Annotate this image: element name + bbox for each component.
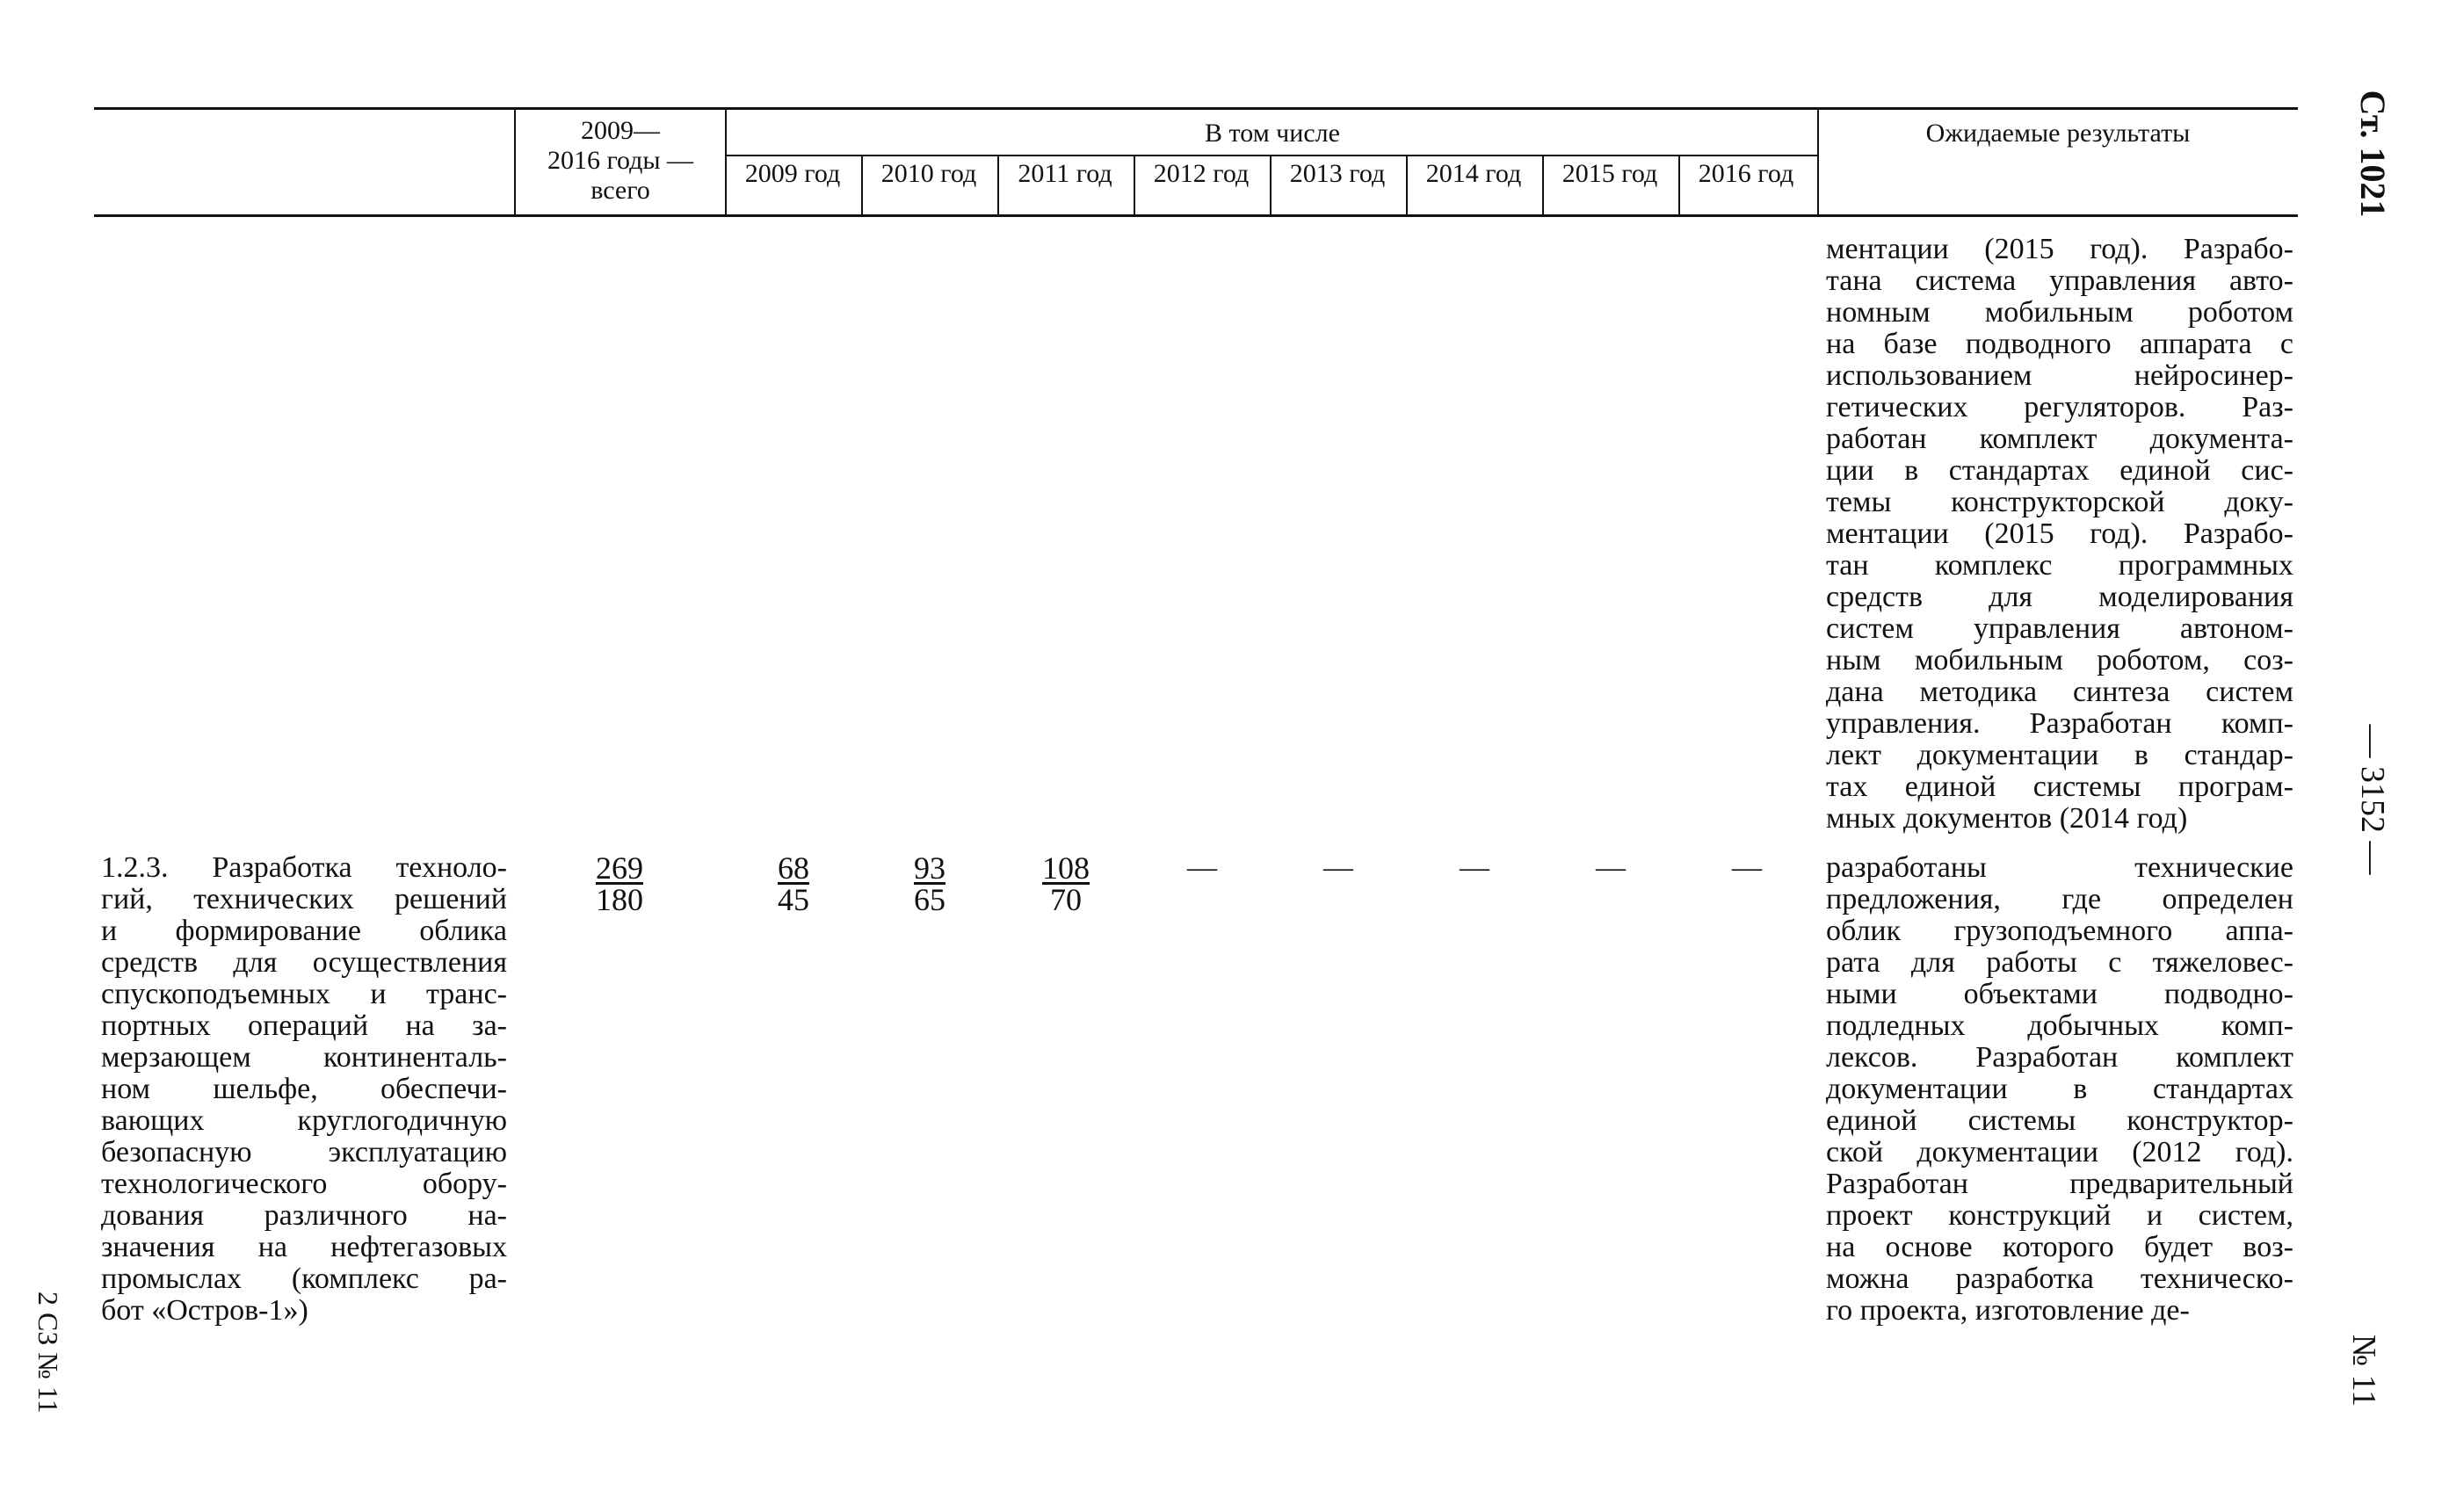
row-title-line: ном шельфе, обеспечи- — [101, 1073, 507, 1105]
row-title-line: бот «Остров-1») — [101, 1294, 308, 1327]
margin-page-number: — 3152 — — [2354, 724, 2391, 875]
value-total-budget: 180 — [596, 882, 643, 917]
continuation-results-line: управления. Разработан комп- — [1826, 707, 2293, 740]
value-2015-dash: — — [1596, 851, 1626, 884]
row-results-line: проект конструкций и систем, — [1826, 1199, 2293, 1232]
value-2016-dash: — — [1732, 851, 1762, 884]
row-results-line: на основе которого будет воз- — [1826, 1231, 2293, 1263]
row-title-line: значения на нефтегазовых — [101, 1231, 507, 1263]
continuation-results-line: ным мобильным роботом, соз- — [1826, 644, 2293, 676]
row-results-line: го проекта, изготовление де- — [1826, 1294, 2190, 1327]
row-title-line: 1.2.3. Разработка техноло- — [101, 851, 507, 884]
header-including: В том числе — [1205, 119, 1340, 148]
header-results: Ожидаемые результаты — [1925, 119, 2191, 148]
row-results-line: Разработан предварительный — [1826, 1168, 2293, 1200]
header-year-2014: 2014 год — [1425, 159, 1522, 188]
row-title-line: вающих круглогодичную — [101, 1104, 507, 1137]
value-2011 — [1013, 852, 1119, 915]
header-year-2012: 2012 год — [1153, 159, 1250, 188]
row-results-line: документации в стандартах — [1826, 1073, 2293, 1105]
row-results-text — [1826, 852, 2293, 1327]
row-title-line: дования различного на- — [101, 1199, 507, 1232]
value-2009-budget: 45 — [778, 882, 809, 917]
continuation-results-line: темы конструкторской доку- — [1826, 486, 2293, 518]
value-2010 — [877, 852, 982, 915]
row-title-line: и формирование облика — [101, 915, 507, 947]
header-year-2009: 2009 год — [744, 159, 841, 188]
continuation-results-line: тана система управления авто- — [1826, 264, 2293, 297]
header-total-line-2: 2016 годы — — [547, 146, 694, 175]
value-2009-plan: 68 — [778, 850, 809, 886]
row-results-line: лексов. Разработан комплект — [1826, 1041, 2293, 1074]
continuation-results-line: лект документации в стандар- — [1826, 739, 2293, 771]
row-title-line: технологического обору- — [101, 1168, 507, 1200]
value-2011-budget: 70 — [1050, 882, 1082, 917]
continuation-results-line: ции в стандартах единой сис- — [1826, 454, 2293, 487]
row-results-line: ской документации (2012 год). — [1826, 1136, 2293, 1168]
margin-page-ref: Ст. 1021 — [2353, 90, 2393, 218]
value-2012-dash: — — [1187, 851, 1217, 884]
row-results-line: можна разработка техническо- — [1826, 1262, 2293, 1295]
margin-left-note: 2 СЗ № 11 — [33, 1291, 64, 1414]
continuation-results-line: использованием нейросинер- — [1826, 359, 2293, 392]
value-2013-dash: — — [1323, 851, 1353, 884]
value-2011-plan: 108 — [1042, 850, 1090, 886]
row-title-line: гий, технических решений — [101, 883, 507, 915]
row-results-line: предложения, где определен — [1826, 883, 2293, 915]
header-total-line-1: 2009— — [581, 116, 660, 145]
header-year-2016: 2016 год — [1698, 159, 1794, 188]
continuation-results-line: ментации (2015 год). Разрабо- — [1826, 517, 2293, 550]
value-2010-plan: 93 — [914, 850, 946, 886]
row-title-line: портных операций на за- — [101, 1009, 507, 1042]
continuation-results-line: систем управления автоном- — [1826, 612, 2293, 645]
header-year-2010: 2010 год — [880, 159, 977, 188]
continuation-results-line: тах единой системы програм- — [1826, 770, 2293, 803]
col-divider-title — [514, 108, 516, 216]
value-2010-budget: 65 — [914, 882, 946, 917]
continuation-results-line: на базе подводного аппарата с — [1826, 328, 2293, 360]
header-total-line-3: всего — [591, 176, 650, 205]
continuation-results-line: работан комплект документа- — [1826, 423, 2293, 455]
continuation-results-line: мных документов (2014 год) — [1826, 802, 2188, 835]
value-2009 — [741, 852, 846, 915]
value-total-plan: 269 — [596, 850, 643, 886]
row-results-line: подледных добычных комп- — [1826, 1009, 2293, 1042]
value-2014-dash: — — [1460, 851, 1489, 884]
continuation-results-line: средств для моделирования — [1826, 581, 2293, 613]
row-results-line: рата для работы с тяжеловес- — [1826, 946, 2293, 979]
continuation-results-line: ментации (2015 год). Разрабо- — [1826, 233, 2293, 265]
row-title-1-2-3 — [101, 852, 507, 1327]
margin-issue: № 11 — [2345, 1334, 2382, 1407]
continuation-results-line: тан комплекс программных — [1826, 549, 2293, 582]
continuation-results-line: номным мобильным роботом — [1826, 296, 2293, 329]
continuation-results-line: дана методика синтеза систем — [1826, 676, 2293, 708]
value-total — [567, 852, 672, 915]
row-title-line: средств для осуществления — [101, 946, 507, 979]
header-total-period — [518, 116, 722, 206]
header-bottom-rule — [94, 214, 2298, 217]
row-title-line: промыслах (комплекс ра- — [101, 1262, 507, 1295]
table-top-rule — [94, 107, 2298, 110]
row-title-line: спускоподъемных и транс- — [101, 978, 507, 1010]
row-results-line: облик грузоподъемного аппа- — [1826, 915, 2293, 947]
header-year-2013: 2013 год — [1289, 159, 1386, 188]
col-divider-results — [1817, 108, 1819, 216]
row-results-line: разработаны технические — [1826, 851, 2293, 884]
continuation-results-line: гетических регуляторов. Раз- — [1826, 391, 2293, 423]
row-results-line: единой системы конструктор- — [1826, 1104, 2293, 1137]
header-year-2011: 2011 год — [1018, 159, 1112, 188]
row-title-line: безопасную эксплуатацию — [101, 1136, 507, 1168]
row-title-line: мерзающем континенталь- — [101, 1041, 507, 1074]
row-results-line: ными объектами подводно- — [1826, 978, 2293, 1010]
years-subheader-rule — [725, 155, 1818, 156]
header-year-2015: 2015 год — [1561, 159, 1658, 188]
continuation-results-text — [1826, 234, 2293, 835]
